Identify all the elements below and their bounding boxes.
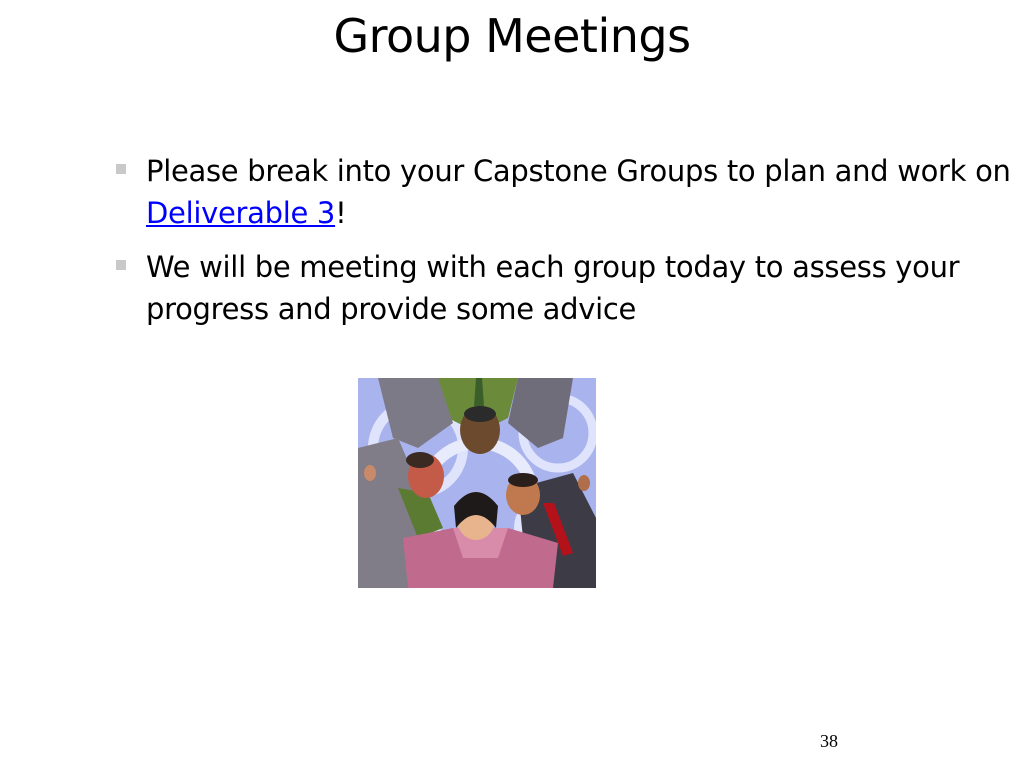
bullet-text: Please break into your Capstone Groups to plan and work on (146, 154, 1011, 188)
bullet-item (112, 246, 1012, 330)
deliverable-3-link[interactable]: Deliverable 3 (146, 196, 336, 230)
bullet-text: We will be meeting with each group today to assess your progress and provide some advice (146, 250, 960, 326)
square-bullet-icon (116, 260, 126, 270)
square-bullet-icon (116, 164, 126, 174)
slide-title: Group Meetings (333, 9, 691, 63)
slide-page-number: 38 (820, 731, 838, 751)
people-huddle-clipart (358, 378, 596, 588)
bullet-text-suffix: ! (335, 196, 347, 230)
people-huddle-icon (358, 378, 596, 588)
bullet-item (112, 150, 1012, 234)
bullet-list (112, 150, 1012, 342)
